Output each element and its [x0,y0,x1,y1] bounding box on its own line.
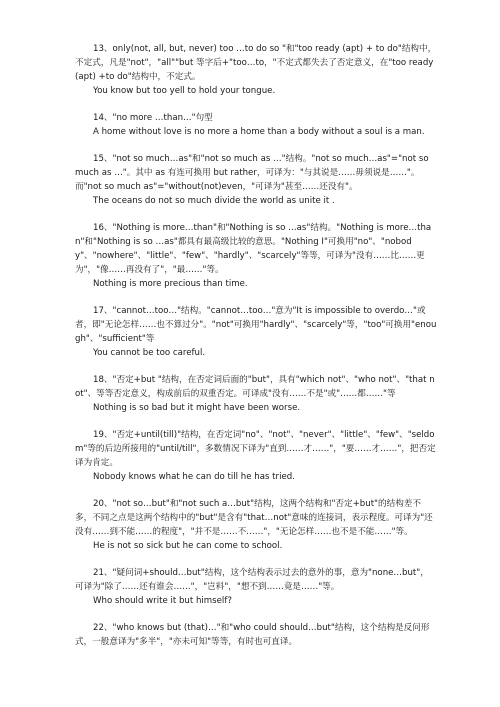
section-16-text: 16、"Nothing is more…than"和"Nothing is so …as"结构。"Nothing is more…than"和"Nothing is so …as"都具有最高级比较的意思。"Nothing I"可换用"no"、"nobody"、"nowhere"、"little"、"few"、"hardly"、"scarcely"等等，可译为"没有……比……更为"，"像……再没有了"，"最……"等。 [75,223,432,275]
section-21-example: Who should write it but himself? [93,596,232,606]
section-13 [75,42,437,98]
section-18-example: Nothing is so bad but it might have been worse. [93,403,301,413]
section-13-text: 13、only(not, all, but, never) too …to do so "和"too ready (apt) + to do"结构中，不定式，凡是"not"，"all""but 等字后+"too…to，"不定式都失去了否定意义，在"too ready(apt) +to do"结构中，不定式。 [75,44,437,82]
section-14-example: A home without love is no more a home than a body without a soul is a man. [93,127,425,137]
section-18-text: 18、"否定+but "结构，在否定词后面的"but"，具有"which not"、"who not"、"that not"、等等否定意义，构成前后的双重否定。可译成"没有……不是"或"……都……"等 [75,375,435,399]
section-14-text: 14、"no more …than…"句型 [93,113,213,123]
section-22-text: 22、"who knows but (that)…"和"who could should…but"结构，这个结构是反问形式，一般意译为"多半"，"亦未可知"等等，有时也可直译。 [75,623,430,647]
section-21-text: 21、"疑问词+should…but"结构，这个结构表示过去的意外的事，意为"none…but"，可译为"除了……还有谁会……"，"岂料"，"想不到……竟是……"等。 [75,568,429,592]
section-17-example: You cannot be too careful. [93,348,206,358]
section-16-example: Nothing is more precious than time. [93,279,248,289]
section-15-example: The oceans do not so much divide the world as unite it . [93,196,335,206]
document-body [75,42,437,662]
section-19-text: 19、"否定+until(till)"结构，在否定词"no"、"not"、"never"、"little"、"few"、"seldom"等的后边所接用的"until/till"，多数情况下译为"直到……才……"，"要……才……"，把否定译为肯定。 [75,430,436,468]
section-19-example: Nobody knows what he can do till he has tried. [93,472,295,482]
section-20-text: 20、"not so…but"和"not such a…but"结构，这两个结构和"否定+but"的结构差不多，不同之点是这两个结构中的"but"是含有"that…not"意味的连接词，表示程度。可译为"还没有……到不能……的程度"，"并不是……不……"，"无论怎样……也不是不能……"等。 [75,499,433,537]
section-17-text: 17、"cannot…too…"结构。"cannot…too…"意为"It is impossible to overdo…"或者，即"无论怎样……也不算过分"。"not"可换用"hardly"、"scarcely"等，"too"可换用"enough"、"sufficient"等 [75,306,437,344]
section-16 [75,221,437,291]
section-13-example: You know but too yell to hold your tongue. [93,86,276,96]
section-20-example: He is not so sick but he can come to school. [93,541,283,551]
section-18 [75,373,437,415]
section-22 [75,621,437,649]
section-15-text: 15、"not so much…as"和"not so much as …"结构。"not so much…as"="not so much as …"。其中 as 有连可换用 but rather，可译为："与其说是……毋须说是……"。而"not so much as"="without(not)even，"可译为"甚至……还没有"。 [75,154,429,192]
section-21 [75,566,437,608]
section-15 [75,152,437,208]
section-17 [75,304,437,360]
section-20 [75,497,437,553]
section-19 [75,428,437,484]
section-14 [75,111,437,139]
